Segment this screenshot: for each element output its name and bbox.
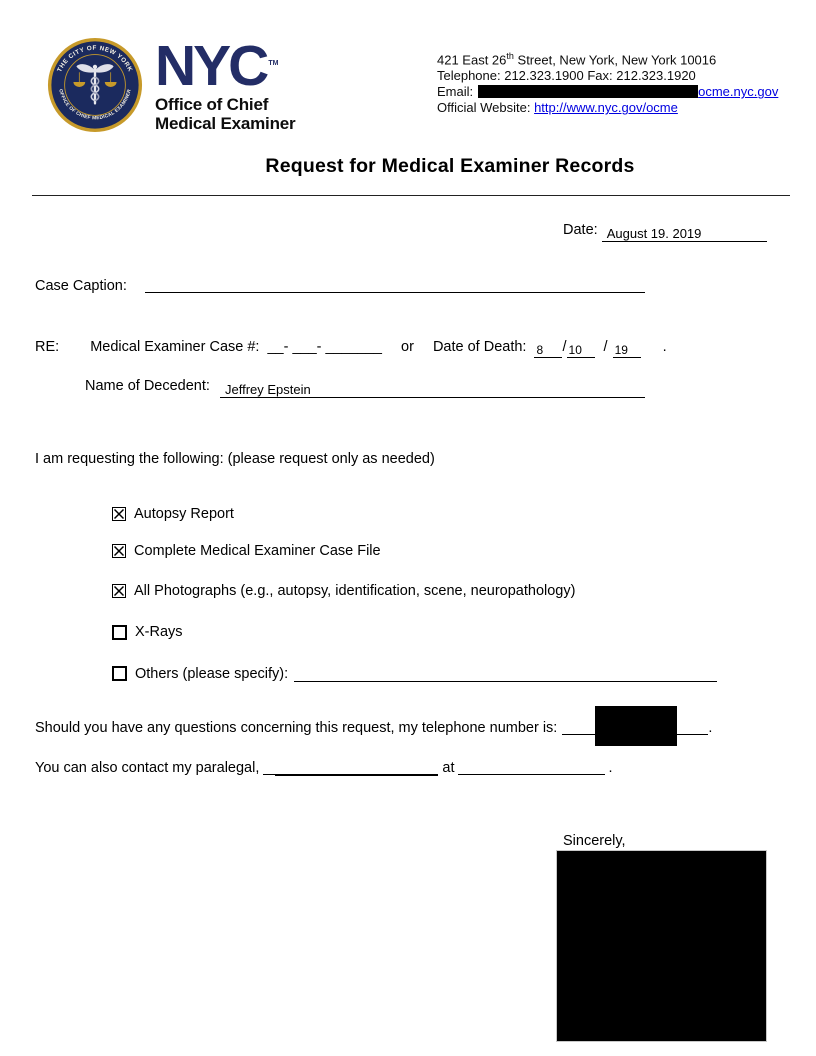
seal-bottom-text: OFFICE OF CHIEF MEDICAL EXAMINER bbox=[57, 88, 133, 122]
website-line bbox=[437, 100, 778, 116]
seal-top-text: THE CITY OF NEW YORK bbox=[56, 44, 134, 74]
death-year-value: 19 bbox=[614, 343, 628, 357]
website-label: Official Website: bbox=[437, 100, 531, 116]
ocme-seal-graphic bbox=[44, 36, 146, 134]
date-line bbox=[563, 222, 767, 242]
decedent-field[interactable] bbox=[220, 381, 645, 398]
ocme-seal bbox=[44, 36, 146, 134]
death-month-field[interactable] bbox=[534, 342, 562, 358]
contact-block bbox=[437, 48, 778, 116]
phone-fax-line: Telephone: 212.323.1900 Fax: 212.323.1920 bbox=[437, 68, 696, 84]
checkbox-row-photographs[interactable] bbox=[112, 583, 575, 599]
others-specify-field[interactable] bbox=[294, 665, 717, 682]
closing-sincerely: Sincerely, bbox=[563, 833, 626, 849]
address-line: 421 East 26th Street, New York, New York 10016 bbox=[437, 51, 717, 68]
checkbox-checked-icon[interactable] bbox=[112, 507, 126, 521]
date-value: August 19. 2019 bbox=[606, 226, 702, 241]
case-caption-field[interactable] bbox=[145, 276, 645, 293]
date-of-death-label: Date of Death: bbox=[432, 339, 527, 355]
checkbox-label: Others (please specify): bbox=[135, 665, 289, 682]
checkbox-unchecked-icon[interactable] bbox=[112, 625, 127, 640]
case-caption-label: Case Caption: bbox=[35, 278, 127, 294]
agency-name bbox=[155, 95, 295, 133]
case-number-field[interactable]: __- ___- _______ bbox=[267, 339, 382, 355]
questions-period: . bbox=[708, 720, 713, 736]
trademark-symbol: TM bbox=[268, 60, 279, 67]
death-year-field[interactable] bbox=[613, 342, 641, 358]
paralegal-line bbox=[35, 758, 613, 776]
death-month-value: 8 bbox=[536, 343, 544, 357]
re-line-period: . bbox=[662, 339, 667, 355]
checkbox-checked-icon[interactable] bbox=[112, 544, 126, 558]
telephone-redaction bbox=[595, 706, 677, 746]
checkbox-label: Complete Medical Examiner Case File bbox=[134, 543, 381, 559]
nyc-logo bbox=[155, 34, 296, 133]
dod-slash-1: / bbox=[562, 339, 567, 355]
death-day-field[interactable] bbox=[567, 342, 595, 358]
email-line bbox=[437, 84, 778, 100]
decedent-line bbox=[85, 378, 645, 398]
date-field[interactable] bbox=[602, 225, 767, 242]
email-redaction-bar bbox=[478, 85, 698, 98]
paralegal-name-field[interactable] bbox=[263, 758, 438, 775]
request-intro: I am requesting the following: (please request only as needed) bbox=[35, 451, 435, 467]
death-day-value: 10 bbox=[568, 343, 582, 357]
paralegal-phone-field[interactable] bbox=[458, 758, 605, 775]
re-label: RE: bbox=[35, 339, 60, 355]
date-label: Date: bbox=[563, 222, 598, 238]
checkbox-checked-icon[interactable] bbox=[112, 584, 126, 598]
telephone-field[interactable] bbox=[562, 718, 708, 735]
paralegal-at: at bbox=[442, 760, 455, 776]
page-title: Request for Medical Examiner Records bbox=[265, 155, 635, 177]
email-domain-link[interactable]: ocme.nyc.gov bbox=[698, 84, 779, 100]
agency-name-line2: Medical Examiner bbox=[155, 114, 296, 133]
questions-line bbox=[35, 718, 712, 736]
checkbox-unchecked-icon[interactable] bbox=[112, 666, 127, 681]
checkbox-label: Autopsy Report bbox=[134, 506, 234, 522]
paralegal-period: . bbox=[608, 760, 613, 776]
paralegal-text: You can also contact my paralegal, bbox=[35, 760, 260, 776]
title-divider bbox=[32, 195, 790, 196]
questions-text: Should you have any questions concerning this request, my telephone number is: bbox=[35, 720, 558, 736]
re-line bbox=[35, 339, 667, 358]
case-caption-line bbox=[35, 276, 645, 294]
checkbox-row-case-file[interactable] bbox=[112, 543, 381, 559]
website-link[interactable]: http://www.nyc.gov/ocme bbox=[534, 100, 678, 116]
nyc-wordmark: NYC ™ bbox=[155, 34, 279, 98]
dod-slash-2: / bbox=[603, 339, 608, 355]
checkbox-label: X-Rays bbox=[135, 624, 183, 640]
decedent-value: Jeffrey Epstein bbox=[224, 382, 311, 397]
paralegal-name-redaction bbox=[275, 774, 438, 776]
checkbox-row-autopsy-report[interactable] bbox=[112, 506, 234, 522]
agency-name-line1: Office of Chief bbox=[155, 95, 269, 114]
checkbox-label: All Photographs (e.g., autopsy, identification, scene, neuropathology) bbox=[134, 583, 576, 599]
checkbox-row-xrays[interactable] bbox=[112, 624, 183, 640]
or-text: or bbox=[401, 339, 414, 355]
signature-redaction-block bbox=[556, 850, 767, 1042]
checkbox-row-others[interactable] bbox=[112, 665, 717, 682]
email-label: Email: bbox=[437, 84, 474, 100]
case-number-label: Medical Examiner Case #: bbox=[90, 339, 260, 355]
decedent-label: Name of Decedent: bbox=[85, 378, 210, 394]
